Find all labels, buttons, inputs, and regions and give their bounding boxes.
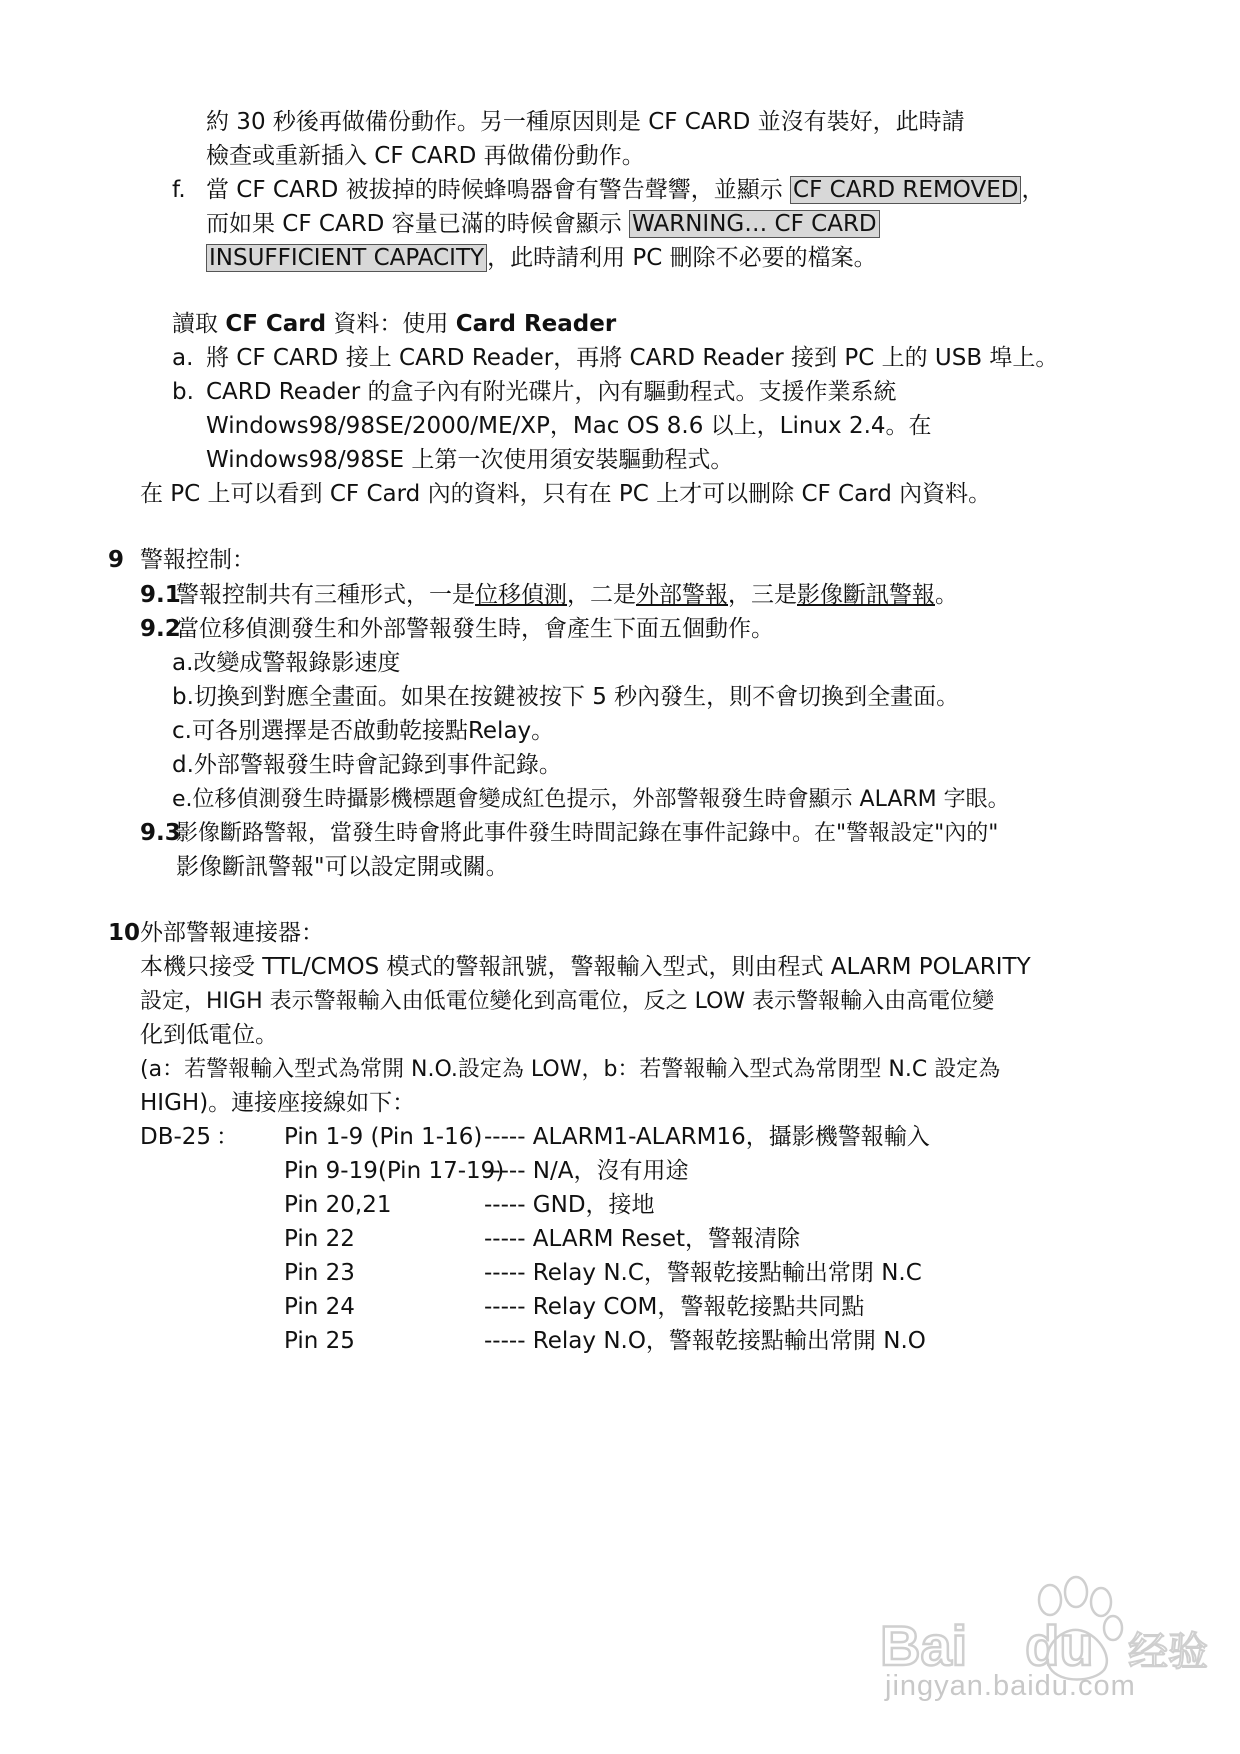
list-marker: a. xyxy=(172,345,194,371)
text-span: ，此時請利用 PC 刪除不必要的檔案。 xyxy=(487,245,877,271)
text-line: Windows98/98SE/2000/ME/XP，Mac OS 8.6 以上，Linux 2.4。在 xyxy=(206,413,932,439)
text-span: 資料：使用 xyxy=(326,311,456,337)
text-line: Windows98/98SE 上第一次使用須安裝驅動程式。 xyxy=(206,447,734,473)
text-line: c.可各別選擇是否啟動乾接點Relay。 xyxy=(172,718,555,744)
text-line xyxy=(176,577,958,614)
pin-number: Pin 24 xyxy=(284,1294,355,1320)
subsection-number: 9.3 xyxy=(140,820,181,846)
text-span: 警報控制共有三種形式，一是 xyxy=(176,582,475,608)
text-line: HIGH)。連接座接線如下： xyxy=(140,1090,416,1116)
watermark-url: jingyan.baidu.com xyxy=(885,1670,1136,1702)
text-span: 當 CF CARD 被拔掉的時候蜂鳴器會有警告聲響，並顯示 xyxy=(206,177,783,203)
section-number: 9 xyxy=(108,547,125,573)
text-line: 在 PC 上可以看到 CF Card 內的資料，只有在 PC 上才可以刪除 CF Card 內資料。 xyxy=(140,481,992,507)
pin-description: ----- ALARM1-ALARM16，攝影機警報輸入 xyxy=(484,1124,930,1150)
text-line: (a：若警報輸入型式為常開 N.O.設定為 LOW，b：若警報輸入型式為常閉型 N.C 設定為 xyxy=(140,1057,1001,1082)
text-span: 。 xyxy=(935,582,958,608)
text-line: d.外部警報發生時會記錄到事件記錄。 xyxy=(172,752,562,778)
text-line: 約 30 秒後再做備份動作。另一種原因則是 CF CARD 並沒有裝好，此時請 xyxy=(206,109,965,135)
text-line: 影像斷路警報，當發生時會將此事件發生時間記錄在事件記錄中。在"警報設定"內的" xyxy=(176,821,999,846)
text-span: Card Reader xyxy=(455,311,617,337)
text-line: 影像斷訊警報"可以設定開或關。 xyxy=(176,854,509,880)
subheading xyxy=(172,306,616,343)
text-span: 讀取 xyxy=(172,311,226,337)
text-span: 而如果 CF CARD 容量已滿的時候會顯示 xyxy=(206,211,622,237)
text-span: CF Card xyxy=(225,311,327,337)
pin-number: Pin 22 xyxy=(284,1226,355,1252)
pin-number: Pin 25 xyxy=(284,1328,355,1354)
jingyan-logo-text: 经验 xyxy=(1128,1629,1208,1675)
pin-description: ----- Relay N.O，警報乾接點輸出常開 N.O xyxy=(484,1328,926,1354)
text-span: ，三是 xyxy=(728,582,797,608)
text-line: 將 CF CARD 接上 CARD Reader，再將 CARD Reader 接到 PC 上的 USB 埠上。 xyxy=(206,345,1059,371)
text-line: 化到低電位。 xyxy=(140,1022,278,1048)
text-span: ， xyxy=(1021,177,1045,203)
highlight-box: WARNING… CF CARD xyxy=(629,210,880,238)
text-line: a.改變成警報錄影速度 xyxy=(172,650,401,676)
text-line: e.位移偵測發生時攝影機標題會變成紅色提示，外部警報發生時會顯示 ALARM 字眼。 xyxy=(172,787,1010,812)
section-title: 外部警報連接器： xyxy=(140,920,324,946)
text-span: ，二是 xyxy=(567,582,636,608)
subsection-number: 9.2 xyxy=(140,616,181,642)
pin-description: ----- ALARM Reset，警報清除 xyxy=(484,1226,801,1252)
text-line xyxy=(206,206,880,243)
highlight-box: INSUFFICIENT CAPACITY xyxy=(206,244,487,272)
pin-description: ----- GND，接地 xyxy=(484,1192,655,1218)
pin-number: Pin 1-9 (Pin 1-16) xyxy=(284,1124,483,1150)
underlined-term: 位移偵測 xyxy=(475,582,567,608)
subsection-number: 9.1 xyxy=(140,582,181,608)
underlined-term: 影像斷訊警報 xyxy=(797,582,935,608)
pin-number: Pin 9-19(Pin 17-19) xyxy=(284,1158,505,1184)
text-line: b.切換到對應全畫面。如果在按鍵被按下 5 秒內發生，則不會切換到全畫面。 xyxy=(172,684,960,710)
list-marker: f. xyxy=(172,177,186,203)
connector-colon: ： xyxy=(216,1124,239,1150)
pin-number: Pin 20,21 xyxy=(284,1192,392,1218)
section-title: 警報控制： xyxy=(140,547,255,573)
text-line: 本機只接受 TTL/CMOS 模式的警報訊號，警報輸入型式，則由程式 ALARM POLARITY xyxy=(140,954,1031,980)
text-line: 設定，HIGH 表示警報輸入由低電位變化到高電位，反之 LOW 表示警報輸入由高電位變 xyxy=(140,989,995,1014)
text-line: CARD Reader 的盒子內有附光碟片，內有驅動程式。支援作業系統 xyxy=(206,379,897,405)
pin-description: ----- Relay N.C，警報乾接點輸出常閉 N.C xyxy=(484,1260,922,1286)
logo-part: du xyxy=(1025,1614,1094,1677)
section-number: 10 xyxy=(108,920,141,946)
text-line: 檢查或重新插入 CF CARD 再做備份動作。 xyxy=(206,143,645,169)
text-line xyxy=(206,240,877,277)
logo-part: Bai xyxy=(880,1614,968,1677)
text-line: 當位移偵測發生和外部警報發生時，會產生下面五個動作。 xyxy=(176,616,774,642)
pin-description: ----- N/A，沒有用途 xyxy=(484,1158,689,1184)
pin-description: ----- Relay COM，警報乾接點共同點 xyxy=(484,1294,865,1320)
pin-number: Pin 23 xyxy=(284,1260,355,1286)
connector-label: DB-25 xyxy=(140,1124,212,1150)
underlined-term: 外部警報 xyxy=(636,582,728,608)
text-line xyxy=(206,172,1044,209)
highlight-box: CF CARD REMOVED xyxy=(790,176,1021,204)
list-marker: b. xyxy=(172,379,194,405)
